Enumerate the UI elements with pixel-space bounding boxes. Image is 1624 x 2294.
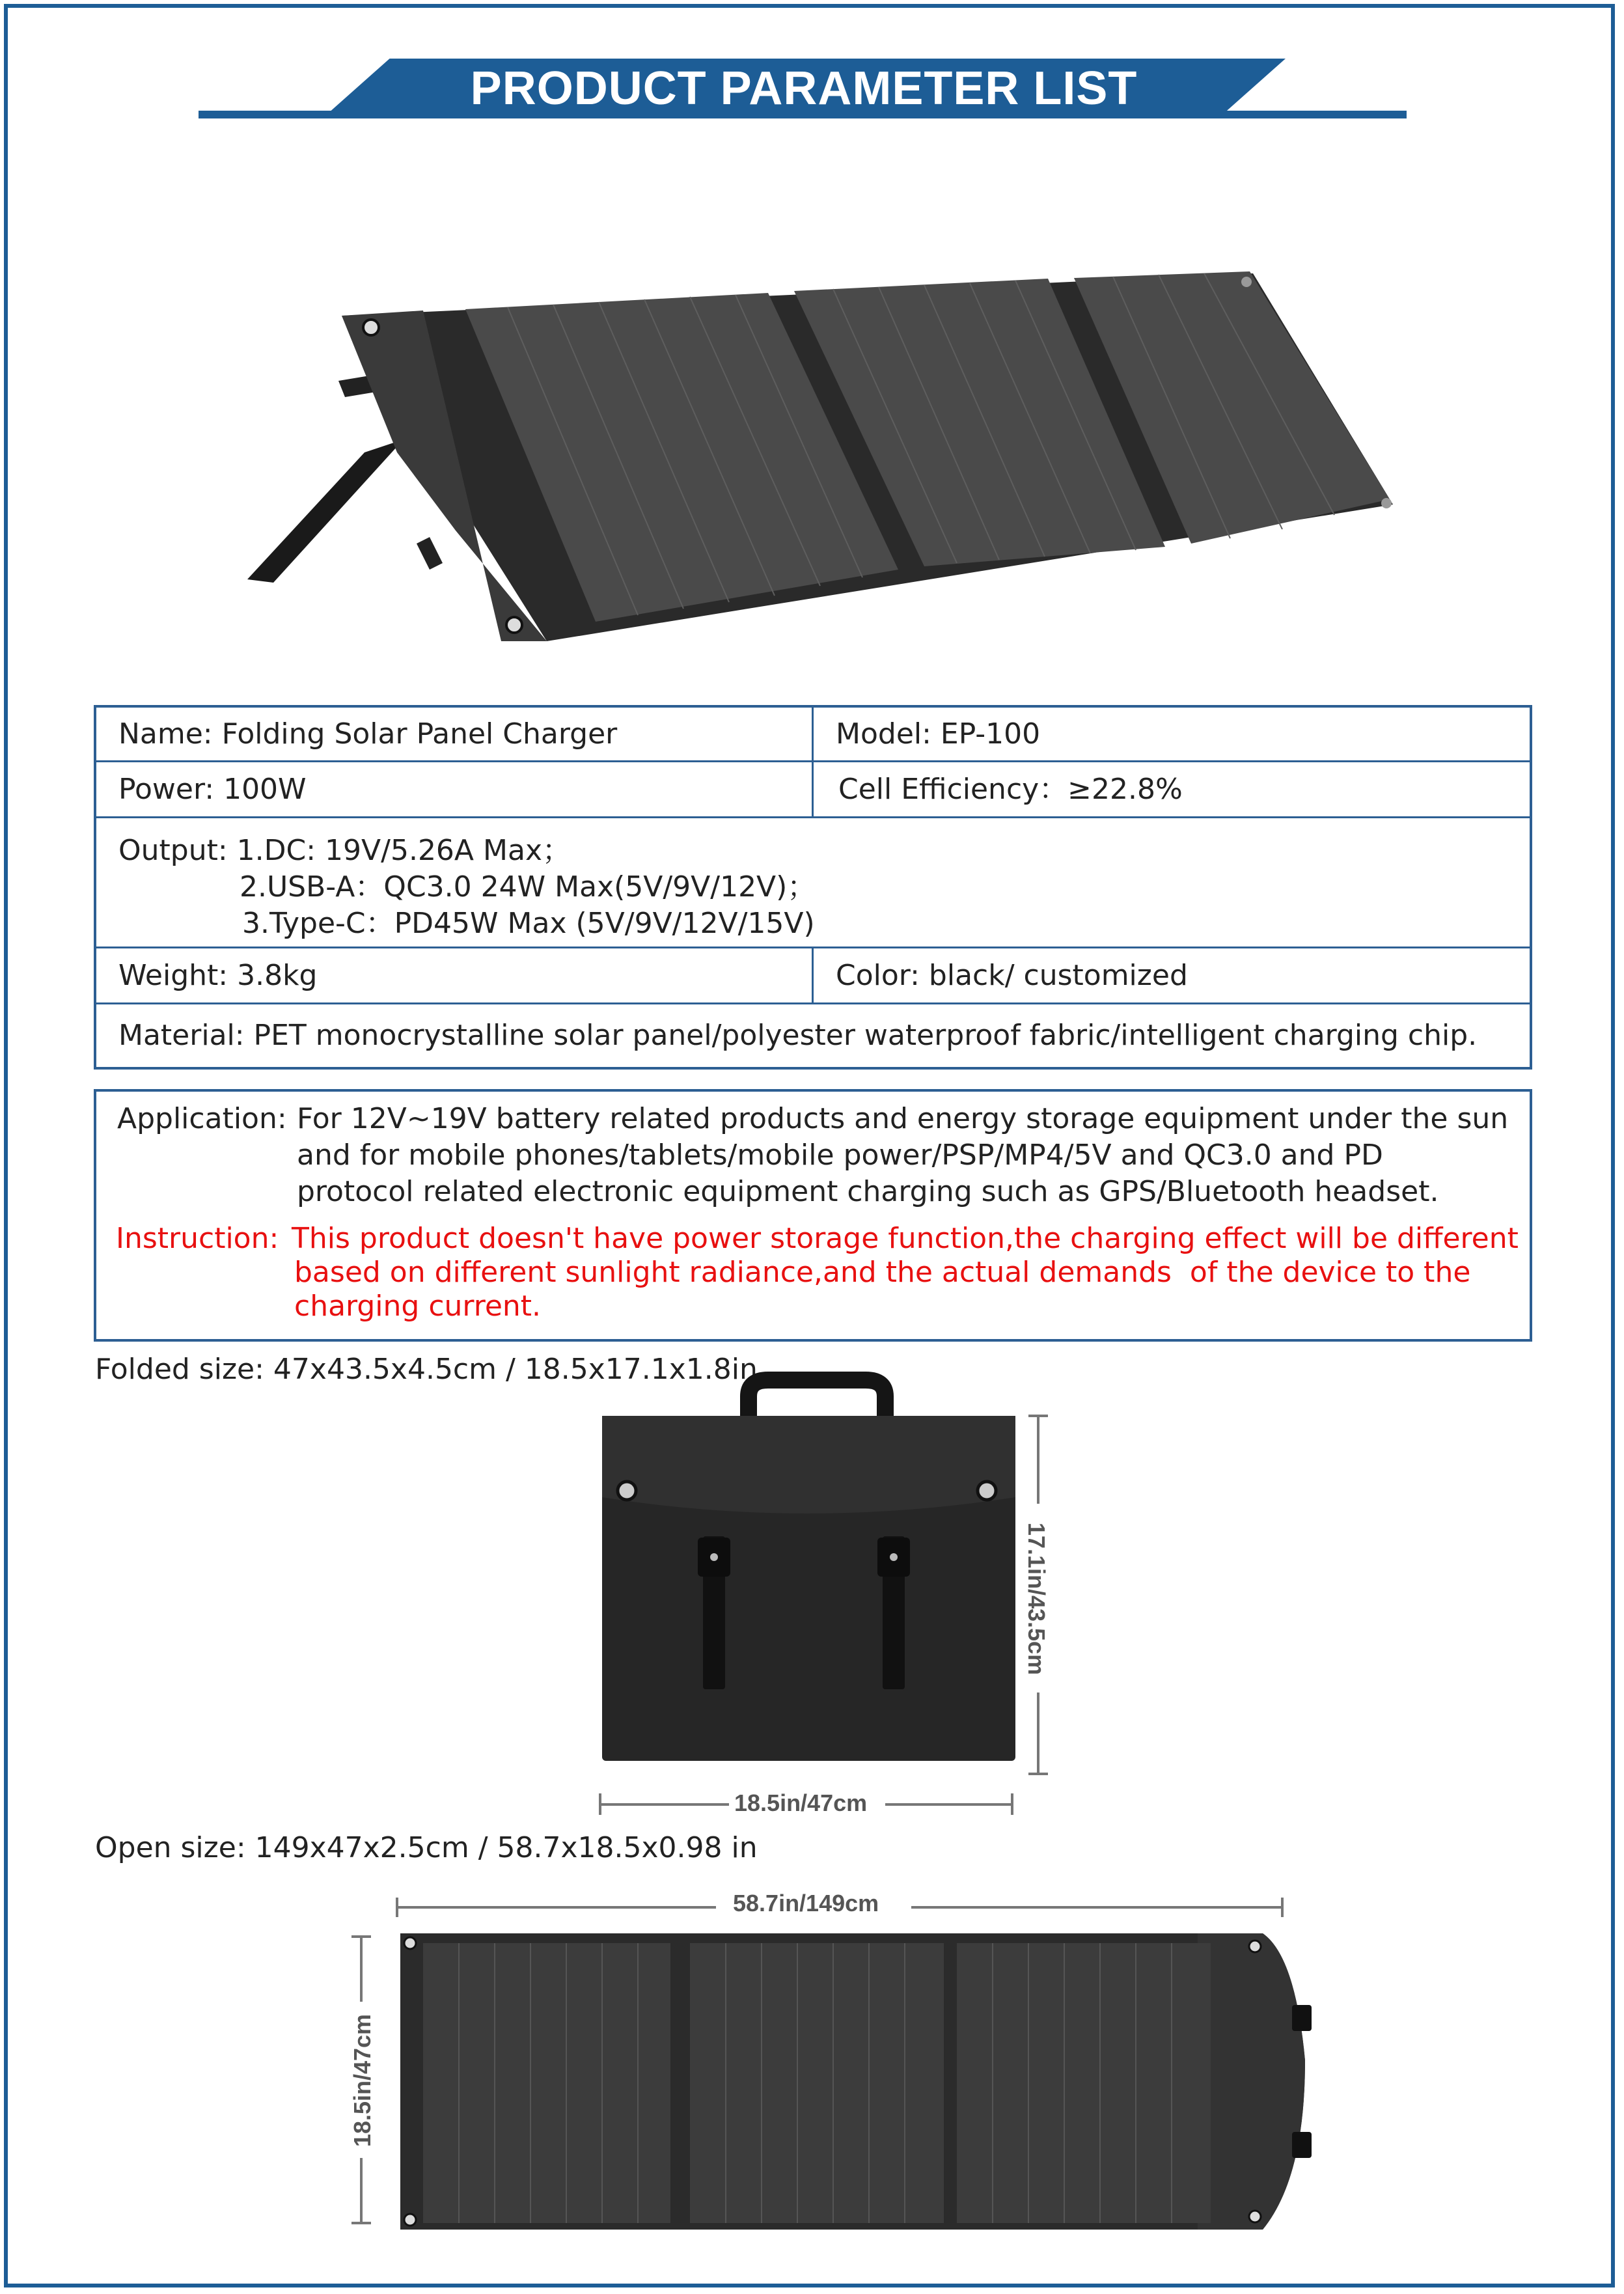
open-width-label: 58.7in/149cm [733,1890,879,1916]
instruction-label: Instruction: [116,1222,279,1255]
folded-height-label: 17.1in/43.5cm [1023,1522,1051,1676]
application-box [94,1089,1532,1342]
spec-output-line1: Output: 1.DC: 19V/5.26A Max； [118,834,571,867]
spec-output-line3: 3.Type-C：PD45W Max (5V/9V/12V/15V) [242,907,815,940]
spec-table [94,705,1532,1070]
instruction-line2: based on different sunlight radiance,and the actual demands of the device to the [294,1256,1471,1289]
open-height-label: 18.5in/47cm [349,2013,376,2148]
instruction-line3: charging current. [294,1290,542,1323]
open-size-caption: Open size: 149x47x2.5cm / 58.7x18.5x0.98 in [95,1831,758,1864]
spec-color: Color: black/ customized [836,958,1188,992]
spec-cell-efficiency: Cell Efficiency：≥22.8% [838,772,1183,806]
application-line2: and for mobile phones/tablets/mobile power/PSP/MP4/5V and QC3.0 and PD [297,1139,1383,1172]
application-line3: protocol related electronic equipment charging such as GPS/Bluetooth headset. [297,1175,1439,1208]
page-title: PRODUCT PARAMETER LIST [470,62,1138,115]
spec-material: Material: PET monocrystalline solar panel/polyester waterproof fabric/intelligent charging chip. [118,1019,1478,1052]
application-line1: For 12V~19V battery related products and energy storage equipment under the sun [297,1102,1509,1135]
spec-row-weight [96,948,1530,1004]
instruction-line1: This product doesn't have power storage function,the charging effect will be different [292,1222,1519,1255]
spec-name: Name: Folding Solar Panel Charger [118,717,618,751]
application-label: Application: [117,1102,287,1135]
spec-output-line2: 2.USB-A：QC3.0 24W Max(5V/9V/12V)； [240,870,816,904]
folded-width-label: 18.5in/47cm [734,1790,868,1816]
spec-row-power [96,762,1530,818]
spec-row-material [96,1004,1530,1067]
folded-dimension-lines [586,1406,1061,1823]
spec-model: Model: EP-100 [836,717,1041,751]
spec-weight: Weight: 3.8kg [118,958,318,992]
spec-power: Power: 100W [118,772,307,806]
solar-panel-hero-image [234,257,1425,657]
spec-row-name [96,708,1530,762]
spec-row-output [96,818,1530,948]
folded-size-caption: Folded size: 47x43.5x4.5cm / 18.5x17.1x1.8in [95,1353,758,1386]
open-panel-image [397,1930,1321,2236]
